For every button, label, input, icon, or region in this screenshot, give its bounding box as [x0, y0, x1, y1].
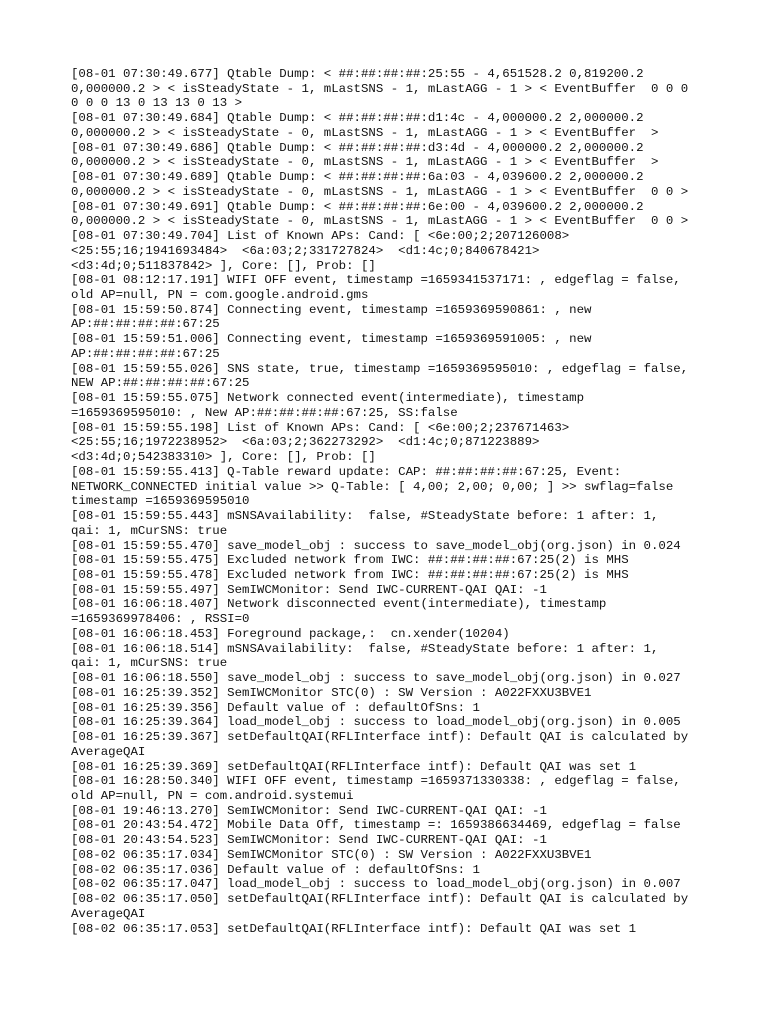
- log-line: 0,000000.2 > < isSteadyState - 0, mLastSNS - 1, mLastAGG - 1 > < EventBuffer >: [71, 125, 659, 140]
- log-line: [08-01 16:06:18.514] mSNSAvailability: false, #SteadyState before: 1 after: 1,: [71, 641, 659, 656]
- log-line: =1659369978406: , RSSI=0: [71, 612, 250, 627]
- log-line: [08-01 15:59:55.475] Excluded network from IWC: ##:##:##:##:67:25(2) is MHS: [71, 553, 629, 568]
- log-line: [08-01 07:30:49.691] Qtable Dump: < ##:##:##:##:6e:00 - 4,039600.2 2,000000.2: [71, 199, 644, 214]
- log-line: 0,000000.2 > < isSteadyState - 0, mLastSNS - 1, mLastAGG - 1 > < EventBuffer >: [71, 155, 659, 170]
- log-line: AverageQAI: [71, 906, 146, 921]
- log-line: [08-01 16:06:18.407] Network disconnected event(intermediate), timestamp: [71, 597, 607, 612]
- log-line: timestamp =1659369595010: [71, 494, 250, 509]
- log-line: [08-01 07:30:49.684] Qtable Dump: < ##:##:##:##:d1:4c - 4,000000.2 2,000000.2: [71, 111, 644, 126]
- log-line: [08-01 16:06:18.550] save_model_obj : success to save_model_obj(org.json) in 0.027: [71, 671, 681, 686]
- log-line: [08-01 15:59:51.006] Connecting event, timestamp =1659369591005: , new: [71, 332, 592, 347]
- log-line: [08-02 06:35:17.047] load_model_obj : success to load_model_obj(org.json) in 0.007: [71, 877, 681, 892]
- log-line: [08-01 15:59:55.497] SemIWCMonitor: Send IWC-CURRENT-QAI QAI: -1: [71, 582, 547, 597]
- log-line: AP:##:##:##:##:67:25: [71, 346, 220, 361]
- log-line: <d3:4d;0;511837842> ], Core: [], Prob: []: [71, 258, 376, 273]
- log-line: [08-01 16:28:50.340] WIFI OFF event, timestamp =1659371330338: , edgeflag = false,: [71, 774, 681, 789]
- log-line: [08-01 07:30:49.686] Qtable Dump: < ##:##:##:##:d3:4d - 4,000000.2 2,000000.2: [71, 140, 644, 155]
- log-line: NEW AP:##:##:##:##:67:25: [71, 376, 250, 391]
- log-line: [08-01 07:30:49.677] Qtable Dump: < ##:##:##:##:25:55 - 4,651528.2 0,819200.2: [71, 67, 644, 81]
- log-line: [08-01 15:59:55.443] mSNSAvailability: false, #SteadyState before: 1 after: 1,: [71, 509, 659, 524]
- log-line: AverageQAI: [71, 744, 146, 759]
- log-line: [08-01 15:59:50.874] Connecting event, timestamp =1659369590861: , new: [71, 302, 592, 317]
- log-line: [08-01 16:25:39.352] SemIWCMonitor STC(0) : SW Version : A022FXXU3BVE1: [71, 685, 592, 700]
- log-line: AP:##:##:##:##:67:25: [71, 317, 220, 332]
- log-line: <25:55;16;1941693484> <6a:03;2;331727824> <d1:4c;0;840678421>: [71, 243, 540, 258]
- log-line: [08-02 06:35:17.053] setDefaultQAI(RFLInterface intf): Default QAI was set 1: [71, 921, 637, 936]
- log-line: [08-01 19:46:13.270] SemIWCMonitor: Send IWC-CURRENT-QAI QAI: -1: [71, 803, 547, 818]
- log-line: [08-01 20:43:54.472] Mobile Data Off, timestamp =: 1659386634469, edgeflag = false: [71, 818, 681, 833]
- log-line: [08-01 16:06:18.453] Foreground package,: cn.xender(10204): [71, 626, 510, 641]
- log-line: old AP=null, PN = com.android.systemui: [71, 788, 354, 803]
- log-line: 0 0 0 13 0 13 13 0 13 >: [71, 96, 243, 111]
- log-line: [08-01 15:59:55.026] SNS state, true, timestamp =1659369595010: , edgeflag = false,: [71, 361, 689, 376]
- log-line: [08-01 16:25:39.367] setDefaultQAI(RFLInterface intf): Default QAI is calculated by: [71, 730, 689, 745]
- log-line: [08-01 15:59:55.198] List of Known APs: Cand: [ <6e:00;2;237671463>: [71, 420, 570, 435]
- log-line: =1659369595010: , New AP:##:##:##:##:67:25, SS:false: [71, 405, 458, 420]
- log-line: qai: 1, mCurSNS: true: [71, 656, 228, 671]
- log-line: [08-01 15:59:55.075] Network connected event(intermediate), timestamp: [71, 391, 585, 406]
- log-line: [08-01 07:30:49.704] List of Known APs: Cand: [ <6e:00;2;207126008>: [71, 229, 570, 244]
- log-line: [08-01 07:30:49.689] Qtable Dump: < ##:##:##:##:6a:03 - 4,039600.2 2,000000.2: [71, 170, 644, 185]
- log-line: 0,000000.2 > < isSteadyState - 0, mLastSNS - 1, mLastAGG - 1 > < EventBuffer 0 0 >: [71, 184, 689, 199]
- log-line: old AP=null, PN = com.google.android.gms: [71, 288, 369, 303]
- log-line: 0,000000.2 > < isSteadyState - 0, mLastSNS - 1, mLastAGG - 1 > < EventBuffer 0 0 >: [71, 214, 689, 229]
- log-line: [08-01 16:25:39.369] setDefaultQAI(RFLInterface intf): Default QAI was set 1: [71, 759, 637, 774]
- log-line: [08-01 15:59:55.470] save_model_obj : success to save_model_obj(org.json) in 0.024: [71, 538, 681, 553]
- log-line: <d3:4d;0;542383310> ], Core: [], Prob: []: [71, 450, 376, 465]
- log-line: [08-02 06:35:17.034] SemIWCMonitor STC(0) : SW Version : A022FXXU3BVE1: [71, 847, 592, 862]
- log-line: 0,000000.2 > < isSteadyState - 1, mLastSNS - 1, mLastAGG - 1 > < EventBuffer 0 0 0: [71, 81, 689, 96]
- log-line: [08-01 16:25:39.356] Default value of : defaultOfSns: 1: [71, 700, 480, 715]
- log-text-block: [71, 67, 701, 936]
- log-line: [08-02 06:35:17.036] Default value of : defaultOfSns: 1: [71, 862, 480, 877]
- log-line: [08-01 08:12:17.191] WIFI OFF event, timestamp =1659341537171: , edgeflag = false,: [71, 273, 681, 288]
- log-line: [08-01 20:43:54.523] SemIWCMonitor: Send IWC-CURRENT-QAI QAI: -1: [71, 833, 547, 848]
- log-line: [08-01 16:25:39.364] load_model_obj : success to load_model_obj(org.json) in 0.005: [71, 715, 681, 730]
- log-line: [08-01 15:59:55.478] Excluded network from IWC: ##:##:##:##:67:25(2) is MHS: [71, 567, 629, 582]
- log-line: qai: 1, mCurSNS: true: [71, 523, 228, 538]
- log-line: [08-02 06:35:17.050] setDefaultQAI(RFLInterface intf): Default QAI is calculated by: [71, 892, 689, 907]
- log-line: <25:55;16;1972238952> <6a:03;2;362273292> <d1:4c;0;871223889>: [71, 435, 540, 450]
- log-line: NETWORK_CONNECTED initial value >> Q-Table: [ 4,00; 2,00; 0,00; ] >> swflag=false: [71, 479, 674, 494]
- log-line: [08-01 15:59:55.413] Q-Table reward update: CAP: ##:##:##:##:67:25, Event:: [71, 464, 622, 479]
